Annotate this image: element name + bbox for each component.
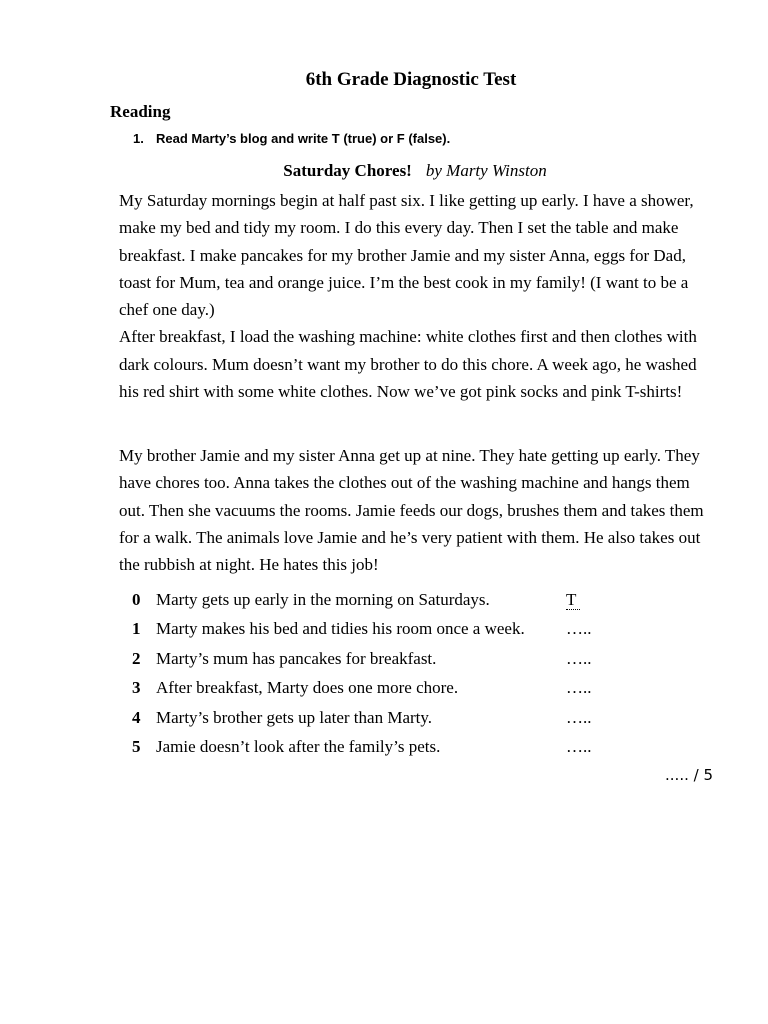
blog-body-bottom (119, 442, 719, 578)
statement-row (130, 614, 730, 643)
task-number: 1. (133, 131, 144, 146)
statement-number: 0 (132, 590, 141, 609)
blog-title (0, 160, 768, 182)
statement-number: 5 (132, 736, 141, 756)
blog-body-top (119, 187, 719, 405)
blog-paragraph: After breakfast, I load the washing machine: white clothes first and then clothes with dark colours. Mum doesn’t want my brother to do this chore. A week ago, he washed his red shirt with some white clothes. Now we’ve got pink socks and pink T-shirts! (119, 327, 697, 402)
statement-number: 1 (132, 619, 141, 639)
statement-answer-example: T (566, 591, 580, 610)
statement-text: Jamie doesn’t look after the family’s pets. (156, 736, 441, 756)
blog-byline: by Marty Winston (425, 161, 547, 180)
statement-number: 4 (132, 707, 141, 727)
statement-row (130, 703, 730, 732)
statement-row (130, 644, 730, 673)
section-heading: Reading (110, 102, 171, 121)
task-instruction (133, 130, 450, 148)
statement-number: 3 (132, 678, 141, 698)
statement-text: Marty makes his bed and tidies his room once a week. (156, 619, 525, 639)
statement-text: After breakfast, Marty does one more chore. (156, 678, 459, 698)
statement-text: Marty’s brother gets up later than Marty. (156, 707, 433, 727)
page-title: 6th Grade Diagnostic Test (305, 69, 517, 90)
blog-paragraph: My brother Jamie and my sister Anna get up at nine. They hate getting up early. They have chores too. Anna takes the clothes out of the washing machine and hangs them out. Then she vacuums the rooms. Jamie feeds our dogs, brushes them and takes them for a walk. The animals love Jamie and he’s very patient with them. He also takes out the rubbish at night. He hates this job! (119, 446, 704, 575)
statement-answer-blank[interactable]: ….. (566, 707, 592, 727)
statement-answer-blank[interactable]: ….. (566, 648, 592, 668)
statement-row (130, 732, 730, 761)
statement-number: 2 (132, 648, 141, 668)
score-total: ..... / 5 (665, 766, 713, 784)
statement-text: Marty’s mum has pancakes for breakfast. (156, 648, 437, 668)
statement-answer-blank[interactable]: ….. (566, 678, 592, 698)
statement-list (130, 585, 730, 761)
statement-answer-blank[interactable]: ….. (566, 736, 592, 756)
blog-headline: Saturday Chores! (283, 161, 412, 180)
blog-paragraph: My Saturday mornings begin at half past six. I like getting up early. I have a shower, make my bed and tidy my room. I do this every day. Then I set the table and make breakfast. I make pancakes for my brother Jamie and my sister Anna, eggs for Dad, toast for Mum, tea and orange juice. I’m the best cook in my family! (I want to be a chef one day.) (119, 191, 694, 320)
statement-text: Marty gets up early in the morning on Saturdays. (156, 590, 490, 609)
statement-row (130, 673, 730, 702)
statement-answer-blank[interactable]: ….. (566, 619, 592, 639)
task-text: Read Marty’s blog and write T (true) or F (false). (156, 131, 451, 146)
statement-row (130, 585, 730, 614)
